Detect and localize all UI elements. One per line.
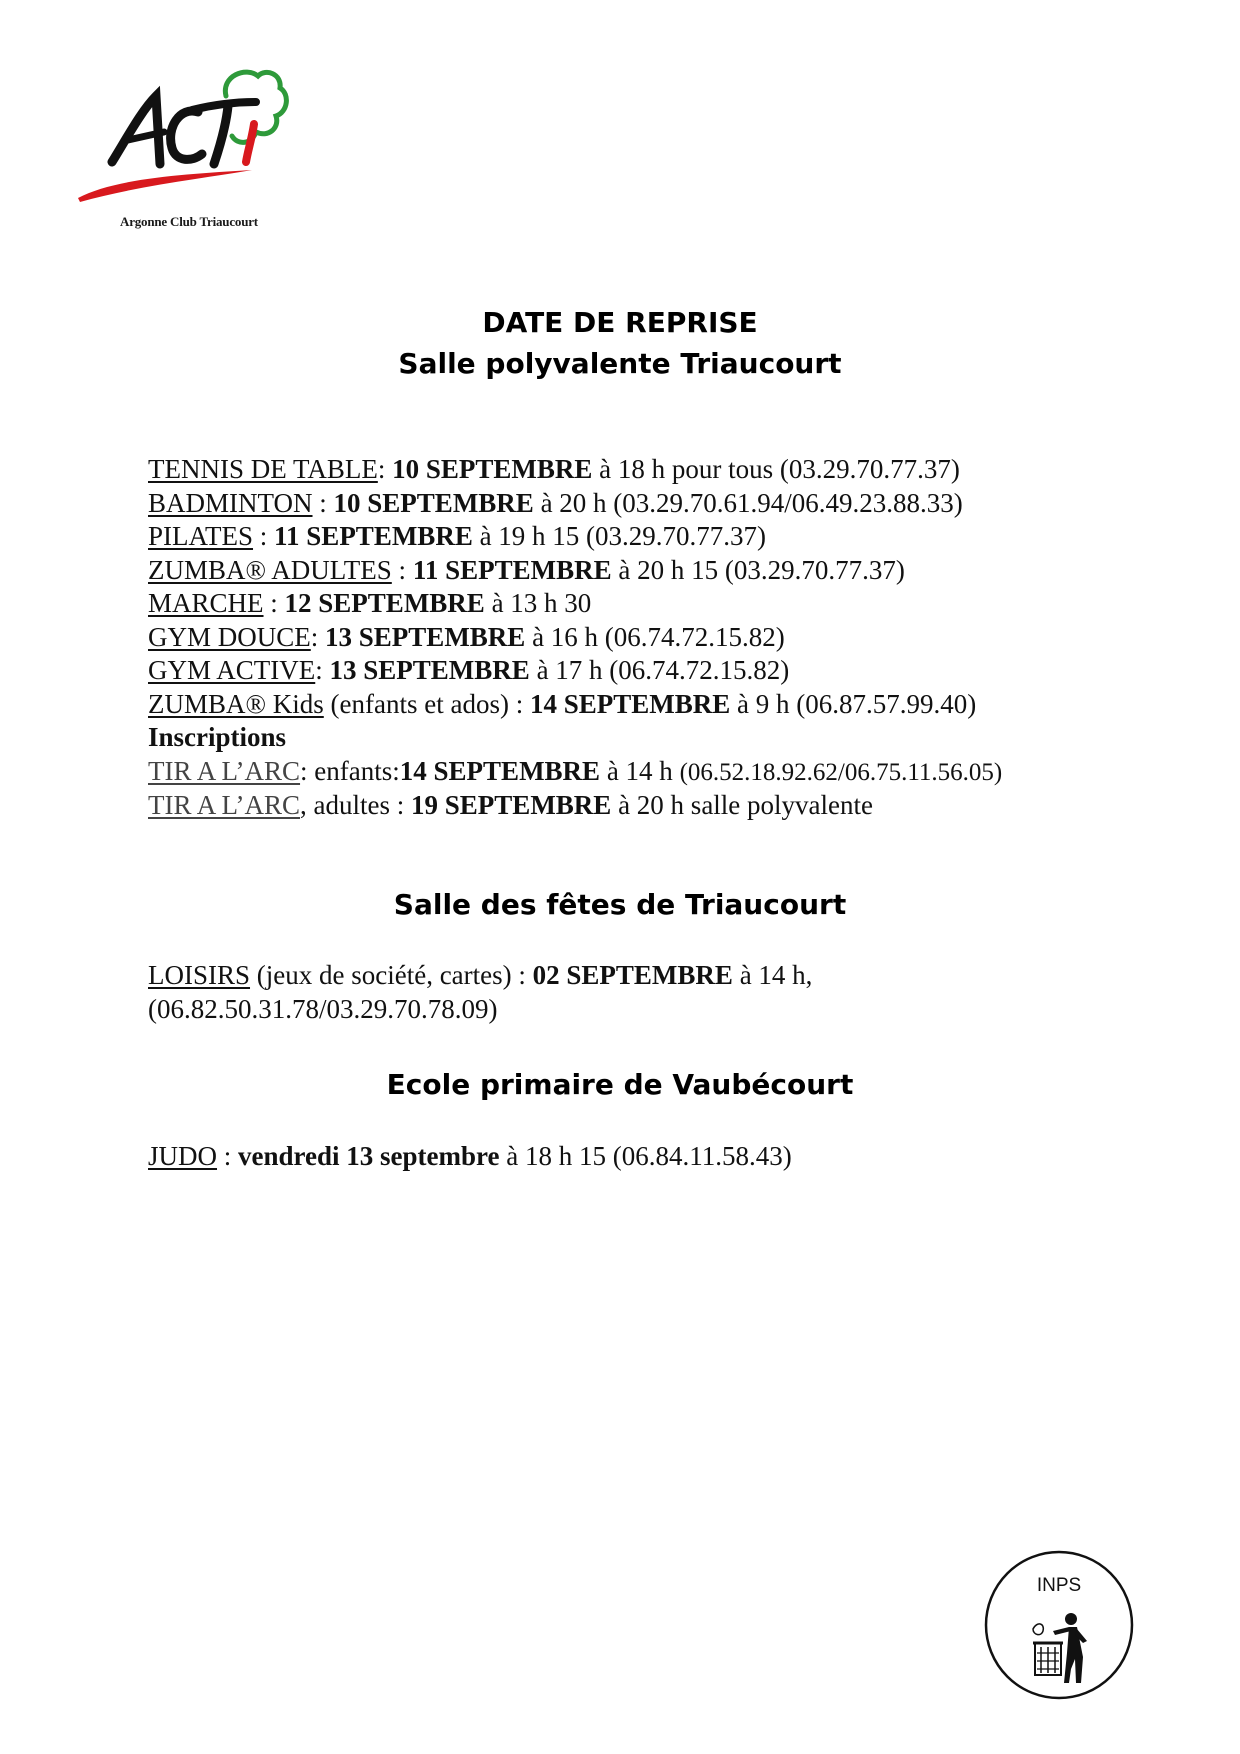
- list-item: ZUMBA® Kids (enfants et ados) : 14 SEPTEMBRE à 9 h (06.87.57.99.40): [148, 688, 977, 719]
- judo-entry: JUDO : vendredi 13 septembre à 18 h 15 (06.84.11.58.43): [148, 1141, 792, 1171]
- list-item: GYM ACTIVE: 13 SEPTEMBRE à 17 h (06.74.72.15.82): [148, 655, 790, 685]
- venue-heading-ecole: Ecole primaire de Vaubécourt: [386, 1068, 854, 1101]
- litter-bin-icon: [1033, 1613, 1087, 1683]
- list-item: PILATES : 11 SEPTEMBRE à 19 h 15 (03.29.70.77.37): [148, 521, 767, 551]
- logo-caption: Argonne Club Triaucourt: [120, 214, 258, 229]
- list-item: TENNIS DE TABLE: 10 SEPTEMBRE à 18 h pour tous (03.29.70.77.37): [148, 454, 960, 484]
- list-item: TIR A L’ARC, adultes : 19 SEPTEMBRE à 20 h salle polyvalente: [148, 790, 873, 820]
- inps-badge: [983, 1549, 1135, 1701]
- activity-list: [148, 453, 1148, 823]
- swoosh-icon: [78, 170, 252, 202]
- list-item: GYM DOUCE: 13 SEPTEMBRE à 16 h (06.74.72.15.82): [148, 621, 785, 652]
- inps-label: INPS: [1036, 1575, 1082, 1596]
- list-item: BADMINTON : 10 SEPTEMBRE à 20 h (03.29.70.61.94/06.49.23.88.33): [148, 487, 963, 518]
- venue-heading-salle-des-fetes: Salle des fêtes de Triaucourt: [393, 888, 847, 921]
- inscriptions-label: Inscriptions: [148, 722, 287, 752]
- venue-heading-polyvalente: Salle polyvalente Triaucourt: [398, 347, 842, 380]
- club-logo: [76, 66, 306, 236]
- list-item: MARCHE : 12 SEPTEMBRE à 13 h 30: [148, 588, 592, 618]
- list-item: ZUMBA® ADULTES : 11 SEPTEMBRE à 20 h 15 (03.29.70.77.37): [148, 554, 905, 585]
- page-title: DATE DE REPRISE: [482, 306, 758, 339]
- loisirs-entry: LOISIRS (jeux de société, cartes) : 02 SEPTEMBRE à 14 h, (06.82.50.31.78/03.29.70.78.09): [148, 960, 813, 1024]
- list-item: TIR A L’ARC: enfants:14 SEPTEMBRE à 14 h (06.52.18.92.62/06.75.11.56.05): [148, 755, 1003, 786]
